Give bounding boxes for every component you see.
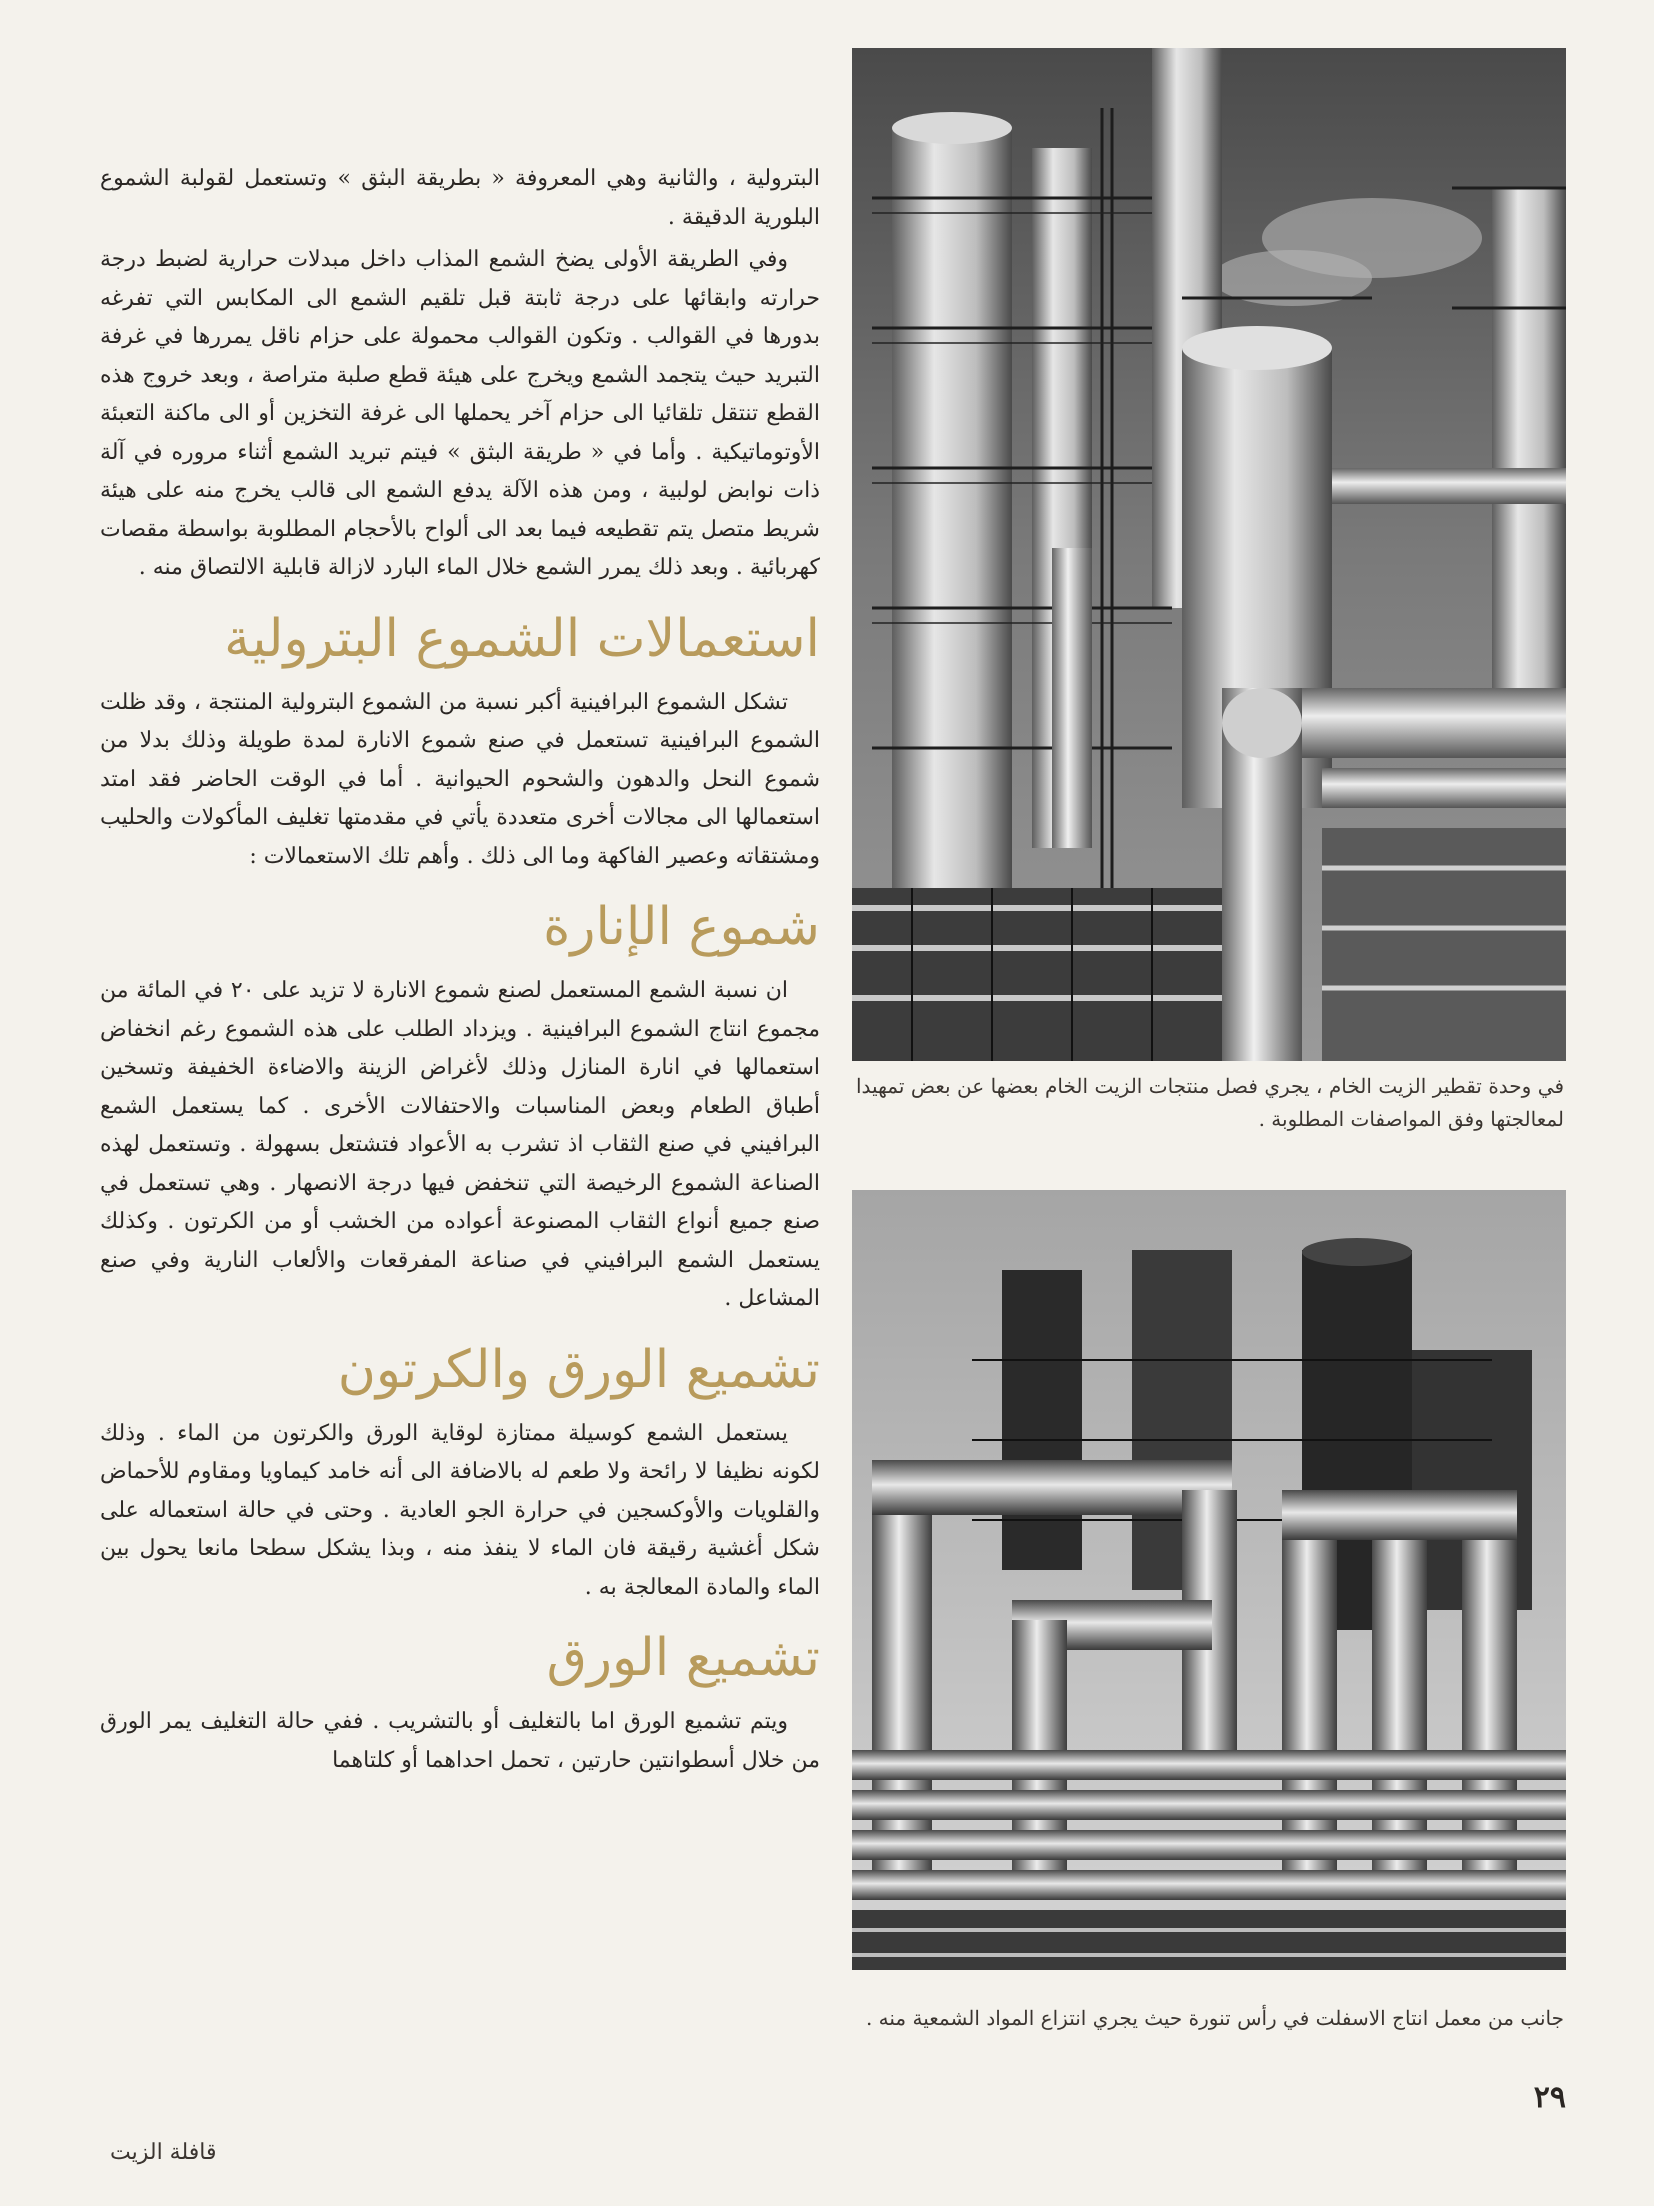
heading-paper-carton-waxing: تشميع الورق والكرتون bbox=[337, 1339, 820, 1400]
paragraph-6: ويتم تشميع الورق اما بالتغليف أو بالتشريب . ففي حالة التغليف يمر الورق من خلال أسطوانتين حارتين ، تحمل احداهما أو كلتاهما bbox=[100, 1709, 820, 1773]
photo1-caption: في وحدة تقطير الزيت الخام ، يجري فصل منتجات الزيت الخام بعضها عن بعض تمهيدا لمعالجتها وفق المواصفات المطلوبة . bbox=[856, 1074, 1564, 1131]
paragraph-2: وفي الطريقة الأولى يضخ الشمع المذاب داخل مبدلات حرارية لضبط درجة حرارته وابقائها على درجة ثابتة قبل تلقيم الشمع الى المكابس التي تفرغه بدورها في القوالب . وتكون القوالب محمولة على حزام ناقل يمررها في غرفة التبريد حيث يتجمد الشمع ويخرج على هيئة قطع صلبة متراصة ، وبعد خروج هذه القطع تنتقل تلقائيا الى حزام آخر يحملها الى غرفة التخزين أو الى ماكنة التعبئة الأوتوماتيكية . وأما في « طريقة البثق » فيتم تبريد الشمع أثناء مروره في آلة ذات نوابض لولبية ، ومن هذه الآلة يدفع الشمع الى قالب يخرج منه على هيئة شريط متصل يتم تقطيعه فيما بعد الى ألواح بالأحجام المطلوبة بواسطة مقصات كهربائية . وبعد ذلك يمرر الشمع خلال الماء البارد لازالة قابلية الالتصاق منه . bbox=[100, 247, 820, 580]
heading-lighting-candles: شموع الإنارة bbox=[543, 897, 820, 957]
paragraph-3: تشكل الشموع البرافينية أكبر نسبة من الشموع البترولية المنتجة ، وقد ظلت الشموع البرافينية تستعمل في صنع شموع الانارة لمدة طويلة وذلك بدلا من شموع النحل والدهون والشحوم الحيوانية . أما في الوقت الحاضر فقد امتد استعمالها الى مجالات أخرى متعددة يأتي في مقدمتها تغليف المأكولات والحليب ومشتقاته وعصير الفاكهة وما الى ذلك . وأهم تلك الاستعمالات : bbox=[100, 689, 820, 869]
paragraph-5: يستعمل الشمع كوسيلة ممتازة لوقاية الورق والكرتون من الماء . وذلك لكونه نظيفا لا رائحة ولا طعم له بالاضافة الى أنه خامد كيماويا ومقاوم للأحماض والقلويات والأوكسجين في حرارة الجو العادية . وحتى في حالة استعماله على شكل أغشية رقيقة فان الماء لا ينفذ منه ، وبذا يشكل سطحا مانعا يحول بين الماء والمادة المعالجة به . bbox=[100, 1420, 821, 1600]
heading-paper-waxing: تشميع الورق bbox=[546, 1628, 820, 1688]
crude-distillation-photo bbox=[852, 48, 1566, 1061]
heading-petroleum-wax-uses: استعمالات الشموع البترولية bbox=[224, 608, 820, 669]
page-number: ٢٩ bbox=[1533, 2080, 1566, 2115]
article-column bbox=[100, 160, 820, 1784]
paragraph-1: البترولية ، والثانية وهي المعروفة « بطريقة البثق » وتستعمل لقولبة الشموع البلورية الدقيقة . bbox=[100, 166, 820, 230]
photo2-caption: جانب من معمل انتاج الاسفلت في رأس تنورة حيث يجري انتزاع المواد الشمعية منه . bbox=[865, 2006, 1564, 2030]
paragraph-4: ان نسبة الشمع المستعمل لصنع شموع الانارة لا تزيد على ٢٠ في المائة من مجموع انتاج الشموع البرافينية . ويزداد الطلب على هذه الشموع رغم انخفاض استعمالها في انارة المنازل وذلك لأغراض الزينة والاضاءة الخفيفة وتسخين أطباق الطعام وبعض المناسبات والاحتفالات الأخرى . كما يستعمل الشمع البرافيني في صنع الثقاب اذ تشرب به الأعواد فتشتعل بسهولة . وتستعمل لهذه الصناعة الشموع الرخيصة التي تنخفض فيها درجة الانصهار . وهي تستعمل في صنع جميع أنواع الثقاب المصنوعة أعواده من الخشب أو من الكرتون . وكذلك يستعمل الشمع البرافيني في صناعة المفرقعات والألعاب النارية وفي صنع المشاعل . bbox=[100, 978, 820, 1311]
magazine-name: قافلة الزيت bbox=[110, 2140, 217, 2165]
asphalt-plant-photo bbox=[852, 1190, 1566, 1970]
